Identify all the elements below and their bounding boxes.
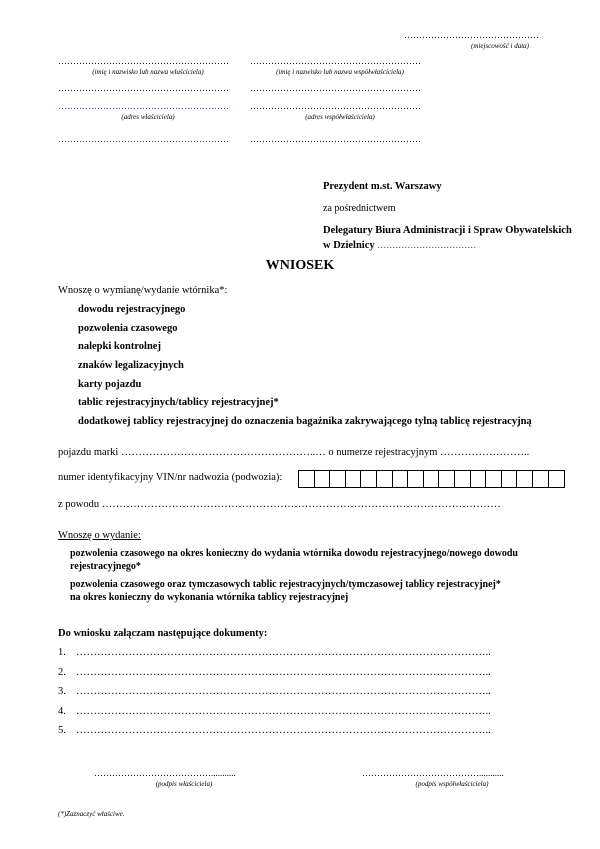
vin-box[interactable]: [330, 471, 346, 487]
vin-box[interactable]: [299, 471, 315, 487]
attachment-row[interactable]: [58, 706, 491, 726]
request-intro: Wnoszę o wymianę/wydanie wtórnika*:: [58, 285, 228, 296]
attachment-row[interactable]: [58, 667, 491, 687]
request-item[interactable]: pozwolenia czasowego: [78, 322, 178, 334]
addressee-line-3: Delegatury Biura Administracji i Spraw Obywatelskich: [323, 225, 572, 236]
request-item[interactable]: znaków legalizacyjnych: [78, 360, 184, 372]
issue-option-1-line-1: pozwolenia czasowego na okres konieczny do wydania wtórnika dowodu rejestracyjnego/nowego dowodu: [70, 548, 518, 559]
attachment-number: 4.: [58, 705, 66, 717]
addressee-block: [323, 180, 583, 253]
request-item[interactable]: karty pojazdu: [78, 378, 142, 390]
issue-heading: Wnoszę o wydanie:: [58, 530, 141, 541]
vehicle-brand-line[interactable]: pojazdu marki ………………………………………………..… o numerze rejestracyjnym ……………………..: [58, 447, 530, 458]
vin-box[interactable]: [517, 471, 533, 487]
owner-address-line-1[interactable]: …………………………………………………: [58, 83, 229, 93]
vin-box[interactable]: [533, 471, 549, 487]
vin-box[interactable]: [393, 471, 409, 487]
owner-address-caption: (adres właściciela): [121, 113, 175, 121]
page-title: WNIOSEK: [265, 258, 335, 273]
issue-option-2-line-2: na okres konieczny do wykonania wtórnika tablicy rejestracyjnej: [70, 592, 349, 603]
vin-box[interactable]: [408, 471, 424, 487]
vin-box[interactable]: [471, 471, 487, 487]
attachment-number: 5.: [58, 725, 66, 736]
place-date-line[interactable]: ………………………………………: [404, 30, 539, 40]
attachment-row[interactable]: [58, 647, 491, 667]
owner-name-caption: (imię i nazwisko lub nazwa właściciela): [92, 68, 204, 76]
attachment-line[interactable]: ………………………………………………………………………………………………………..: [76, 705, 491, 717]
attachment-line[interactable]: ………………………………………………………………………………………………………..: [76, 686, 491, 697]
owner-address-line-2[interactable]: …………………………………………………: [58, 101, 229, 111]
attachment-row[interactable]: [58, 725, 491, 745]
attachments-heading: Do wniosku załączam następujące dokumenty:: [58, 628, 268, 639]
co-owner-signature-line[interactable]: …………………………………...........: [362, 768, 504, 778]
co-owner-name-line[interactable]: …………………………………………………: [250, 56, 421, 66]
request-item[interactable]: nalepki kontrolnej: [78, 341, 161, 353]
place-date-caption: (miejscowość i data): [471, 42, 529, 50]
request-item[interactable]: dodatkowej tablicy rejestracyjnej do oznaczenia bagażnika zakrywającego tylną tablicę rejestracyjną: [78, 416, 532, 428]
vin-box[interactable]: [486, 471, 502, 487]
co-owner-name-caption: (imię i nazwisko lub nazwa współwłaściciela): [276, 68, 404, 76]
attachment-row[interactable]: [58, 686, 491, 706]
attachment-line[interactable]: ………………………………………………………………………………………………………..: [76, 725, 491, 736]
co-owner-address-line-1[interactable]: …………………………………………………: [250, 83, 421, 93]
vin-label: numer identyfikacyjny VIN/nr nadwozia (podwozia):: [58, 472, 283, 483]
issue-option-1-line-2: rejestracyjnego*: [70, 561, 141, 572]
footnote: (*)Zaznaczyć właściwe.: [58, 810, 125, 818]
vin-box[interactable]: [361, 471, 377, 487]
issue-option-2[interactable]: [70, 578, 501, 604]
co-owner-address-line-3[interactable]: …………………………………………………: [250, 134, 421, 144]
attachment-line[interactable]: ………………………………………………………………………………………………………..: [76, 666, 491, 678]
vin-input-boxes[interactable]: [298, 470, 565, 488]
issue-option-1[interactable]: [70, 547, 518, 573]
vin-box[interactable]: [315, 471, 331, 487]
owner-name-line[interactable]: …………………………………………………: [58, 56, 229, 66]
attachment-line[interactable]: ………………………………………………………………………………………………………..: [76, 647, 491, 658]
co-owner-address-line-2[interactable]: …………………………………………………: [250, 101, 421, 111]
vin-box[interactable]: [549, 471, 565, 487]
issue-option-2-line-1: pozwolenia czasowego oraz tymczasowych tablic rejestracyjnych/tymczasowej tablicy rejestracyjnej*: [70, 579, 501, 590]
vin-box[interactable]: [455, 471, 471, 487]
request-items-list: [78, 304, 532, 435]
attachments-list: [58, 647, 491, 745]
district-input-line[interactable]: ……………………………: [377, 240, 477, 250]
vin-box[interactable]: [346, 471, 362, 487]
vin-box[interactable]: [439, 471, 455, 487]
attachment-number: 2.: [58, 666, 66, 678]
addressee-line-2: za pośrednictwem: [323, 203, 396, 214]
co-owner-address-caption: (adres współwłaściciela): [305, 113, 375, 121]
request-item[interactable]: tablic rejestracyjnych/tablicy rejestracyjnej*: [78, 397, 279, 409]
attachment-number: 3.: [58, 686, 66, 697]
vin-box[interactable]: [377, 471, 393, 487]
owner-signature-line[interactable]: …………………………………...........: [94, 768, 236, 778]
co-owner-signature-caption: (podpis współwłaściciela): [415, 780, 489, 788]
vin-box[interactable]: [424, 471, 440, 487]
attachment-number: 1.: [58, 647, 66, 658]
owner-address-line-3[interactable]: …………………………………………………: [58, 134, 229, 144]
vin-box[interactable]: [502, 471, 518, 487]
reason-line[interactable]: z powodu ……………………………………………………………………………………………………: [58, 499, 501, 510]
owner-signature-caption: (podpis właściciela): [155, 780, 213, 788]
addressee-line-1: Prezydent m.st. Warszawy: [323, 181, 442, 192]
addressee-line-4: w Dzielnicy: [323, 240, 375, 251]
request-item[interactable]: dowodu rejestracyjnego: [78, 304, 186, 315]
